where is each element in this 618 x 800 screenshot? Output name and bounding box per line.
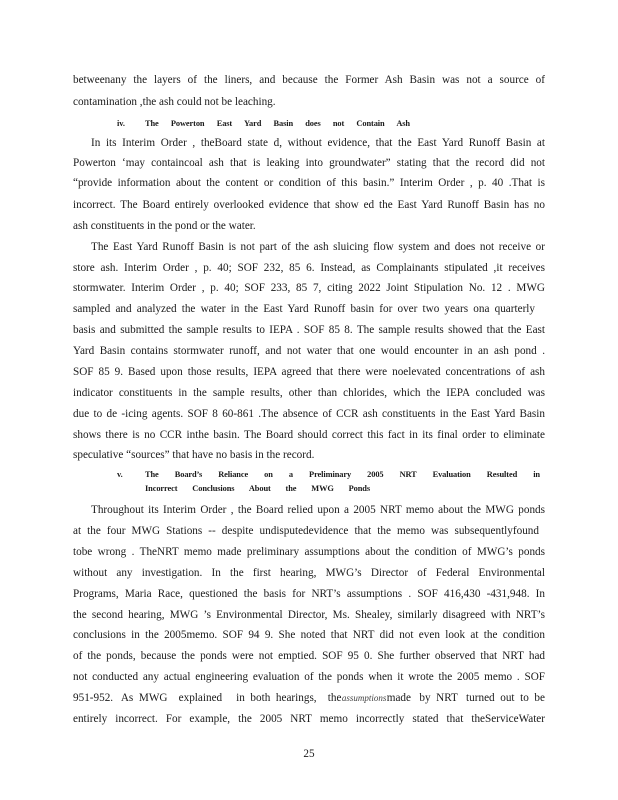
section-heading-v-number: v. [117,470,123,479]
italic-word: assumptions [341,693,387,703]
body-line: at the four MWG Stations -- despite undisputedevidence that the memo was subsequentlyfound [73,525,539,537]
section-heading-iv: The Powerton East Yard Basin does not Contain Ash [145,119,410,128]
body-line: due to de -icing agents. SOF 8 60-861 .The absence of CCR ash constituents in the East Yard Basin [73,408,545,420]
body-line: “provide information about the content or condition of this basin.” Interim Order , p. 40 .That is [73,177,545,189]
body-line: stormwater. Interim Order , p. 40; SOF 233, 85 7, citing 2022 Joint Stipulation No. 12 . MWG [73,282,545,294]
body-line: sampled and analyzed the water in the East Yard Runoff basin for over two years ona quarterly [73,303,535,315]
body-line: The East Yard Runoff Basin is not part of the ash sluicing flow system and does not receive or [91,241,545,253]
body-line: without any investigation. In the first hearing, MWG’s Director of Federal Environmental [73,567,545,579]
body-line: In its Interim Order , theBoard state d, without evidence, that the East Yard Runoff Basin at [91,137,545,149]
body-line: betweenany the layers of the liners, and because the Former Ash Basin was not a source of [73,74,545,86]
body-line: basis and submitted the sample results to IEPA . SOF 85 8. The sample results showed that the East [73,324,545,336]
body-line: of the ponds, because the ponds were not emptied. SOF 95 0. She further observed that NRT had [73,650,545,662]
body-line-mixed [73,691,545,705]
body-line: Powerton ‘may containcoal ash that is leaking into groundwater” stating that the record did not [73,157,545,169]
body-line: tobe wrong . TheNRT memo made preliminary assumptions about the condition of MWG’s ponds [73,546,545,558]
body-line: Throughout its Interim Order , the Board relied upon a 2005 NRT memo about the MWG ponds [91,504,545,516]
section-heading-v-line1: The Board’s Reliance on a Preliminary 2005 NRT Evaluation Resulted in [145,470,540,479]
page-number: 25 [303,748,315,760]
body-line: speculative “sources” that have no basis in the record. [73,449,315,461]
body-line: not conducted any actual engineering evaluation of the ponds when it wrote the 2005 memo . SOF [73,671,545,683]
body-line: Yard Basin contains stormwater runoff, and not water that one would encounter in an ash pond . [73,345,545,357]
body-line: entirely incorrect. For example, the 2005 NRT memo incorrectly stated that theServiceWater [73,713,545,725]
body-line: Programs, Maria Race, questioned the basis for NRT’s assumptions . SOF 416,430 -431,948. In [73,588,545,600]
body-line: store ash. Interim Order , p. 40; SOF 232, 85 6. Instead, as Complainants stipulated ,it receives [73,262,545,274]
body-line-segment: 951-952. As MWG explained in both hearings, the [73,692,342,704]
section-heading-iv-number: iv. [117,119,125,128]
body-line: indicator constituents in the sample results, other than chlorides, which the IEPA concluded was [73,387,545,399]
body-line: the second hearing, MWG ’s Environmental Director, Ms. Shealey, similarly disagreed with NRT’s [73,609,545,621]
body-line: contamination ,the ash could not be leaching. [73,96,276,108]
section-heading-v-line2: Incorrect Conclusions About the MWG Ponds [145,484,370,493]
body-line: incorrect. The Board entirely overlooked evidence that show ed the East Yard Runoff Basin has no [73,199,545,211]
body-line: conclusions in the 2005memo. SOF 94 9. She noted that NRT did not even look at the condition [73,629,545,641]
body-line: shows there is no CCR inthe basin. The Board should correct this fact in its final order to eliminate [73,429,545,441]
body-line: ash constituents in the pond or the water. [73,220,256,232]
body-line-segment: made by NRT turned out to be [386,692,545,704]
body-line: SOF 85 9. Based upon those results, IEPA agreed that there were noelevated concentrations of ash [73,366,545,378]
